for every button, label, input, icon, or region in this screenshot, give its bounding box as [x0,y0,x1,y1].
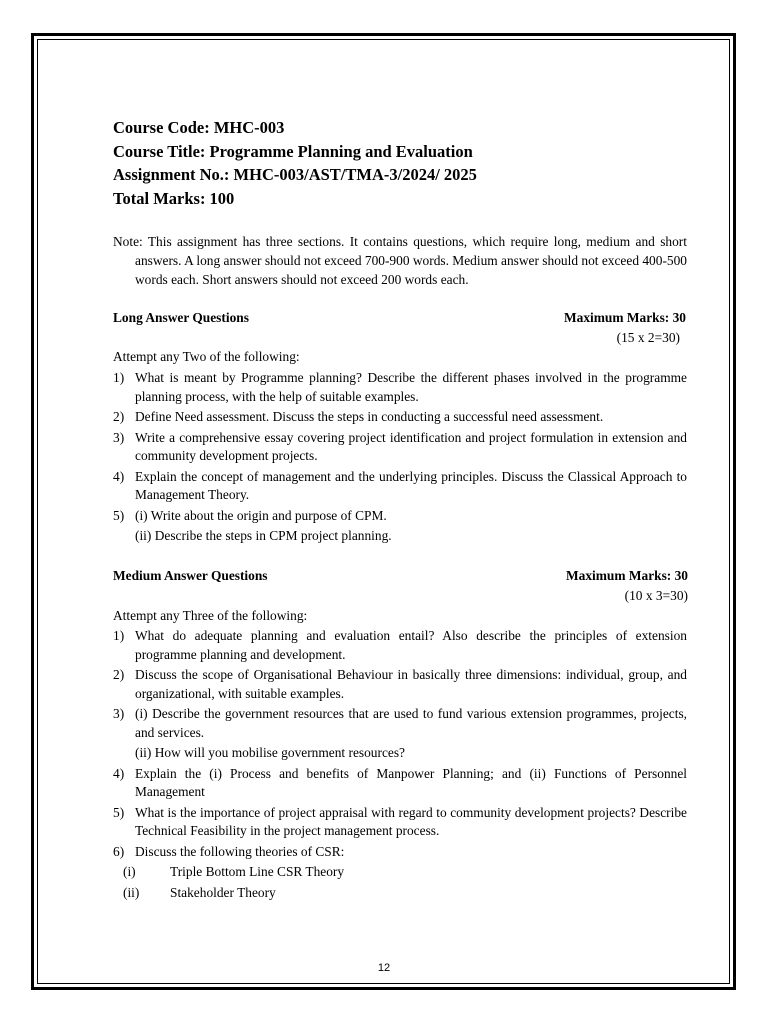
list-item [113,705,687,763]
question-subpart: (ii) How will you mobilise government resources? [135,745,405,760]
list-item [113,804,687,841]
course-code: Course Code: MHC-003 [113,118,285,137]
csr-theory-number: (i) [123,864,136,879]
question-number: 5) [113,507,125,523]
question-text: Explain the concept of management and the underlying principles. Discuss the Classical Approach to Management Theory. [135,468,687,502]
list-item [113,429,687,466]
csr-theory-item [113,863,687,882]
question-number: 3) [113,429,125,445]
list-item [113,666,687,703]
medium-section-marks: Maximum Marks: 30 [566,568,688,583]
question-number: 1) [113,628,125,643]
question-text: Define Need assessment. Discuss the steps in conducting a successful need assessment. [135,409,604,424]
assignment-header [113,116,477,210]
csr-theory-item [113,884,687,903]
question-text: (i) Describe the government resources that are used to fund various extension programmes, projects, and services. [135,706,687,740]
question-number: 3) [113,706,125,721]
question-number: 4) [113,765,125,781]
list-item [113,408,687,427]
medium-section-title: Medium Answer Questions [113,568,268,583]
list-item [113,627,687,664]
question-text: Write a comprehensive essay covering project identification and project formulation in extension and community development projects. [135,429,687,463]
question-text: Explain the (i) Process and benefits of Manpower Planning; and (ii) Functions of Personnel Management [135,765,687,799]
question-number: 2) [113,409,125,424]
long-section-breakdown: (15 x 2=30) [616,330,680,345]
csr-theory-text: Stakeholder Theory [170,884,276,900]
total-marks: Total Marks: 100 [113,188,235,208]
question-text: Discuss the scope of Organisational Behaviour in basically three dimensions: individual, group, and organizational, with suitable examples. [135,667,687,701]
list-item [113,507,687,546]
question-text: What is meant by Programme planning? Describe the different phases involved in the programme planning process, with the help of suitable examples. [135,370,687,404]
long-section-marks: Maximum Marks: 30 [564,310,686,325]
medium-section-intro: Attempt any Three of the following: [113,608,308,623]
long-question-list [113,369,687,548]
question-text: What do adequate planning and evaluation entail? Also describe the principles of extension programme planning and development. [135,628,687,662]
long-section-title: Long Answer Questions [113,310,249,325]
csr-theory-number: (ii) [123,884,140,900]
page-number: 12 [377,962,391,974]
list-item [113,369,687,406]
question-number: 2) [113,667,125,682]
question-number: 6) [113,843,125,859]
question-text: Discuss the following theories of CSR: [135,843,345,859]
question-number: 4) [113,468,125,484]
medium-question-list [113,627,687,904]
list-item [113,843,687,862]
question-number: 5) [113,804,125,820]
medium-section-breakdown: (10 x 3=30) [624,588,688,603]
csr-theory-text: Triple Bottom Line CSR Theory [170,864,345,879]
question-subpart: (ii) Describe the steps in CPM project planning. [135,528,392,543]
assignment-note: Note: This assignment has three sections. It contains questions, which require long, medium and short answers. A long answer should not exceed 700-900 words. Medium answer should not exceed 400-500 words each. Short answers should not exceed 200 words each. [113,234,687,287]
question-text: What is the importance of project appraisal with regard to community development projects? Describe Technical Feasibility in the project management process. [135,804,687,838]
course-title: Course Title: Programme Planning and Evaluation [113,141,473,161]
list-item [113,468,687,505]
assignment-number: Assignment No.: MHC-003/AST/TMA-3/2024/ 2025 [113,165,477,184]
long-section-intro: Attempt any Two of the following: [113,349,300,364]
list-item [113,765,687,802]
question-number: 1) [113,370,125,385]
question-text: (i) Write about the origin and purpose of CPM. [135,507,387,523]
